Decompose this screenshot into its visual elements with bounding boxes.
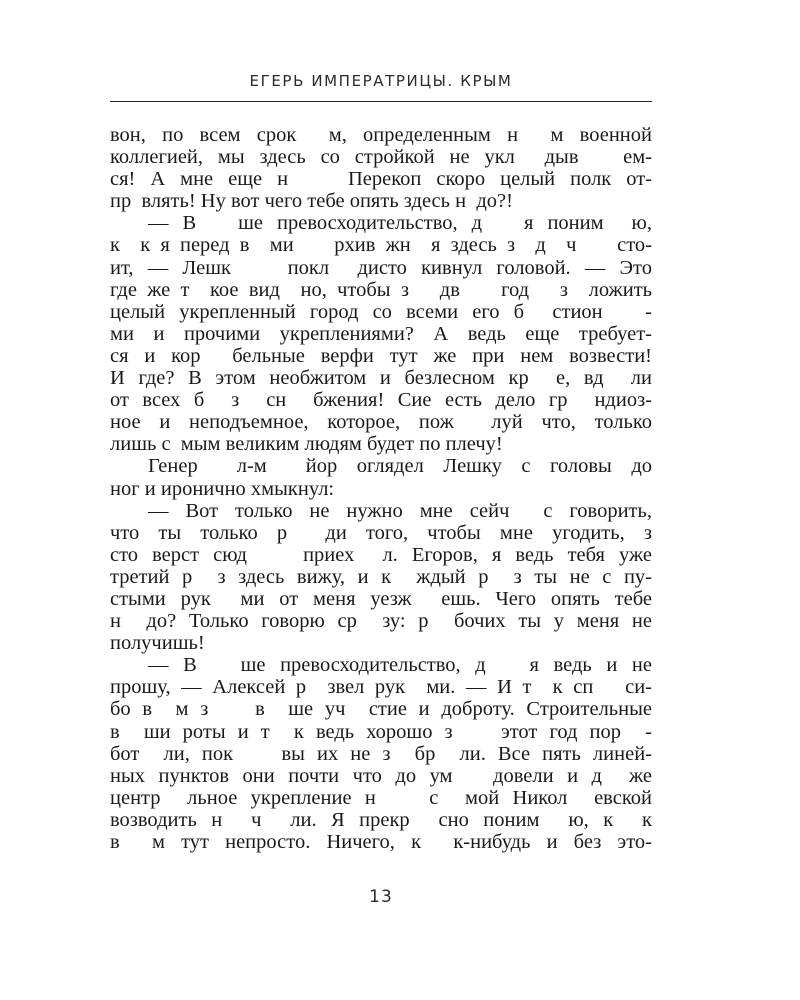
text-line: центр льное укрепление н с мой Никол евской: [110, 786, 652, 809]
text-line: получишь!: [110, 632, 205, 655]
text-line: вон, по всем срок м, определенным н м военной: [110, 124, 652, 146]
text-line: ся! А мне еще н Перекоп скоро целый полк от-: [110, 168, 652, 191]
text-line: ное и неподъемное, которое, пож луй что, только: [110, 411, 652, 434]
text-line: н до? Только говорю ср зу: р бочих ты у меня не: [110, 610, 652, 633]
text-line: что ты только р ди того, чтобы мне угодить, з: [110, 521, 652, 544]
text-line: бот ли, пок вы их не з бр ли. Все пять линей-: [110, 742, 652, 765]
text-line: — В ше превосходительство, д я ведь и не: [148, 654, 652, 677]
body-text: [110, 124, 652, 853]
text-line: в м тут непросто. Ничего, к к-нибудь и без это-: [110, 831, 652, 853]
text-line: целый укрепленный город со всеми его б стион -: [110, 300, 652, 323]
text-line: — Вот только не нужно мне сейч с говорить,: [148, 499, 652, 522]
text-line: лишь с мым великим людям будет по плечу!: [110, 433, 503, 456]
text-line: где же т кое вид но, чтобы з дв год з ложить: [110, 278, 652, 301]
text-line: прошу, — Алексей р звел рук ми. — И т к сп си-: [110, 676, 652, 699]
text-line: стыми рук ми от меня уезж ешь. Чего опять тебе: [110, 587, 652, 610]
text-line: Генер л-м йор оглядел Лешку с головы до: [148, 455, 652, 478]
text-line: возводить н ч ли. Я прекр сно поним ю, к к: [110, 808, 652, 831]
text-line: ми и прочими укреплениями? А ведь еще требует-: [110, 322, 652, 345]
text-line: ных пунктов они почти что до ум довели и д же: [110, 764, 652, 787]
text-line: ся и кор бельные верфи тут же при нем возвести!: [110, 344, 652, 367]
text-line: И где? В этом необжитом и безлесном кр е, вд ли: [110, 367, 652, 390]
text-line: ит, — Лешк покл дисто кивнул головой. — Это: [110, 256, 652, 279]
text-line: сто верст сюд приех л. Егоров, я ведь тебя уже: [110, 543, 652, 566]
text-line: — В ше превосходительство, д я поним ю,: [148, 212, 652, 235]
header-rule: [110, 101, 652, 102]
running-title: ЕГЕРЬ ИМПЕРАТРИЦЫ. КРЫМ: [249, 72, 513, 90]
text-line: к к я перед в ми рхив жн я здесь з д ч сто-: [110, 234, 652, 257]
text-line: ног и иронично хмыкнул:: [110, 477, 335, 500]
text-line: пр влять! Ну вот чего тебе опять здесь н до?!: [110, 190, 513, 213]
text-line: третий р з здесь вижу, и к ждый р з ты не с пу-: [110, 565, 652, 588]
text-line: бо в м з в ше уч стие и доброту. Строительные: [110, 698, 652, 721]
page-number: 13: [369, 887, 393, 907]
text-line: в ши роты и т к ведь хорошо з этот год пор -: [110, 720, 652, 743]
text-line: от всех б з сн бжения! Сие есть дело гр ндиоз-: [110, 389, 652, 412]
text-line: коллегией, мы здесь со стройкой не укл дыв ем-: [110, 146, 652, 169]
